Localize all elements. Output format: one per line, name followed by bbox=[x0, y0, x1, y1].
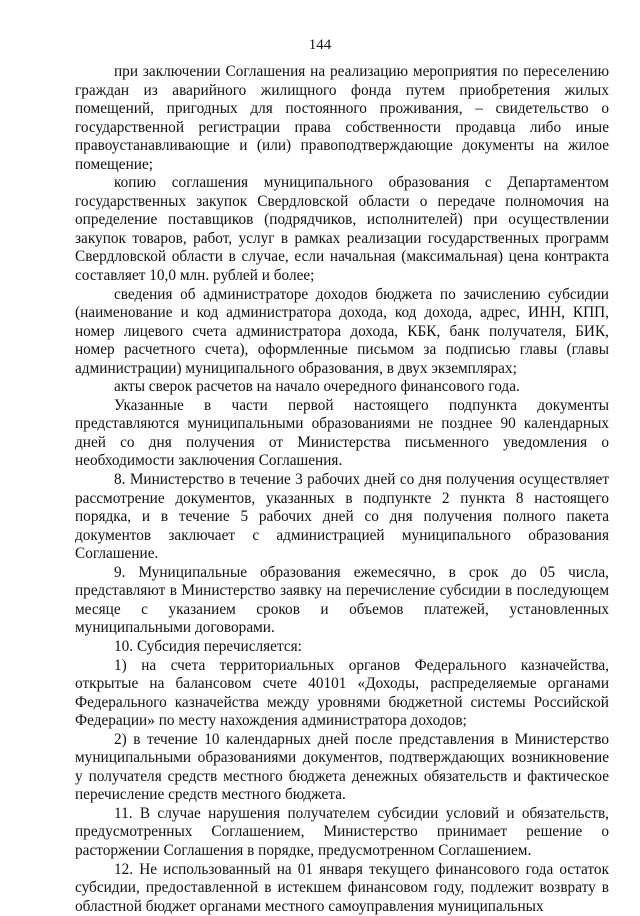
paragraph: сведения об администраторе доходов бюджета по зачислению субсидии (наименование и код администратора дохода, код дохода, адрес, ИНН, КПП, номер лицевого счета администратора дохода, КБК, банк получателя, БИК, номер расчетного счета), оформленные письмом за подписью главы (главы администрации) муниципального образования, в двух экземплярах; bbox=[75, 285, 609, 377]
paragraph: копию соглашения муниципального образования с Департаментом государственных закупок Свердловской области о передаче полномочия на определение поставщиков (подрядчиков, исполнителей) при осуществлении закупок товаров, работ, услуг в рамках реализации государственных программ Свердловской области в случае, если начальная (максимальная) цена контракта составляет 10,0 млн. рублей и более; bbox=[75, 174, 609, 285]
paragraph: при заключении Соглашения на реализацию мероприятия по переселению граждан из аварийного жилищного фонда путем приобретения жилых помещений, пригодных для постоянного проживания, – свидетельство о государственной регистрации права собственности продавца либо иные правоустанавливающие и (или) правоподтверждающие документы на жилое помещение; bbox=[75, 63, 609, 173]
paragraph: 2) в течение 10 календарных дней после представления в Министерство муниципальными образованиями документов, подтверждающих возникновение у получателя средств местного бюджета денежных обязательств и фактическое перечисление средств местного бюджета. bbox=[75, 730, 609, 804]
paragraph: Указанные в части первой настоящего подпункта документы представляются муниципальными образованиями не позднее 90 календарных дней со дня получения от Министерства письменного уведомления о необходимости заключения Соглашения. bbox=[75, 396, 609, 470]
paragraph: 8. Министерство в течение 3 рабочих дней со дня получения осуществляет рассмотрение документов, указанных в подпункте 2 пункта 8 настоящего порядка, и в течение 5 рабочих дней со дня получения полного пакета документов заключает с администрацией муниципального образования Соглашение. bbox=[75, 471, 609, 563]
page-number: 144 bbox=[308, 37, 332, 53]
paragraph: акты сверок расчетов на начало очередного финансового года. bbox=[114, 378, 520, 396]
document-body bbox=[75, 63, 609, 916]
paragraph: 11. В случае нарушения получателем субсидии условий и обязательств, предусмотренных Соглашением, Министерство принимает решение о расторжении Соглашения в порядке, предусмотренном Соглашением. bbox=[75, 804, 609, 859]
paragraph: 12. Не использованный на 01 января текущего финансового года остаток субсидии, предоставленной в истекшем финансовом году, подлежит возврату в областной бюджет органами местного самоуправления муниципальных bbox=[75, 860, 609, 915]
paragraph: 1) на счета территориальных органов Федерального казначейства, открытые на балансовом счете 40101 «Доходы, распределяемые органами Федерального казначейства между уровнями бюджетной системы Российской Федерации» по месту нахождения администратора доходов; bbox=[75, 656, 609, 730]
paragraph: 9. Муниципальные образования ежемесячно, в срок до 05 числа, представляют в Министерство заявку на перечисление субсидии в последующем месяце с указанием сроков и объемов платежей, установленных муниципальными договорами. bbox=[75, 563, 609, 637]
paragraph: 10. Субсидия перечисляется: bbox=[114, 637, 302, 655]
